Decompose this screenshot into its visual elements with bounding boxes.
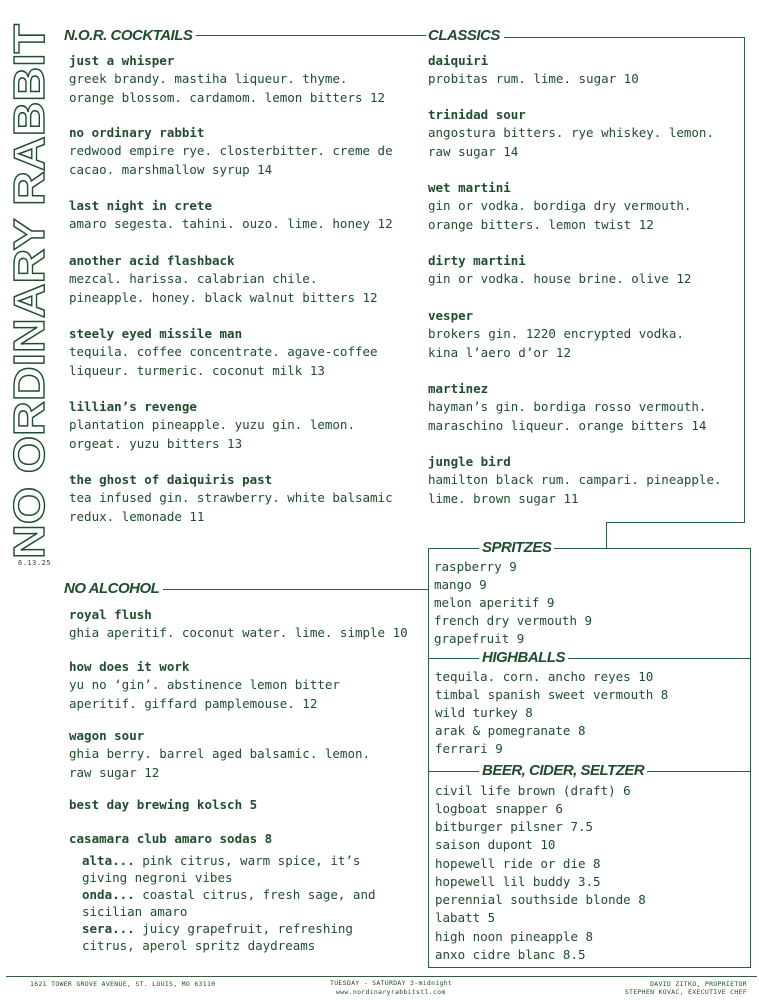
highball-item: timbal spanish sweet vermouth 8 — [435, 687, 669, 702]
spritz-item: french dry vermouth 9 — [434, 613, 593, 628]
spritz-item: melon aperitif 9 — [434, 595, 555, 610]
soda-item — [82, 886, 402, 920]
no-alcohol-name: royal flush — [69, 607, 152, 622]
beer-item: saison dupont 10 — [435, 837, 556, 852]
footer-address: 1621 TOWER GROVE AVENUE, ST. LOUIS, MO 63110 — [30, 980, 216, 988]
frame-classics-bottom — [606, 522, 745, 523]
brand-title-text: NO ORDINARY RABBIT — [8, 70, 54, 559]
no-alcohol-item — [69, 727, 384, 782]
cocktail-desc: plantation pineapple. yuzu gin. lemon. orgeat. yuzu bitters 13 — [69, 417, 355, 451]
cocktail-name: another acid flashback — [69, 253, 235, 268]
no-alcohol-desc: ghia berry. barrel aged balsamic. lemon. raw sugar 12 — [69, 746, 371, 780]
no-alcohol-desc: yu no ‘gin’. abstinence lemon bitter aperitif. giffard pamplemouse. 12 — [69, 677, 340, 711]
classic-name: dirty martini — [428, 253, 526, 268]
heading-no-alcohol: NO ALCOHOL — [64, 580, 163, 597]
classic-item — [428, 179, 718, 234]
classic-name: trinidad sour — [428, 107, 526, 122]
cocktail-desc: amaro segesta. tahini. ouzo. lime. honey 12 — [69, 216, 393, 232]
cocktail-item — [69, 124, 399, 179]
classic-name: daiquiri — [428, 53, 489, 68]
classic-item — [428, 52, 738, 89]
cocktail-name: steely eyed missile man — [69, 326, 243, 341]
beer-item: civil life brown (draft) 6 — [435, 783, 631, 798]
rule-cocktails — [176, 35, 426, 36]
soda-desc: juicy grapefruit, refreshing citrus, aperol spritz daydreams — [82, 921, 353, 954]
no-alcohol-desc: ghia aperitif. coconut water. lime. simple 10 — [69, 625, 408, 641]
classic-item — [428, 307, 718, 362]
classic-desc: brokers gin. 1220 encrypted vodka. kina l’aero d’or 12 — [428, 326, 684, 360]
cocktail-item — [69, 471, 409, 526]
no-alcohol-name: how does it work — [69, 659, 190, 674]
classic-name: jungle bird — [428, 454, 511, 469]
heading-classics: CLASSICS — [428, 27, 504, 44]
classic-desc: hayman’s gin. bordiga rosso vermouth. maraschino liqueur. orange bitters 14 — [428, 399, 707, 433]
spritz-item: grapefruit 9 — [434, 631, 525, 646]
cocktail-name: just a whisper — [69, 53, 175, 68]
cocktail-desc: tequila. coffee concentrate. agave-coffee liqueur. turmeric. coconut milk 13 — [69, 344, 378, 378]
footer-chef: STEPHEN KOVAC, EXECUTIVE CHEF — [624, 988, 747, 996]
cocktail-desc: greek brandy. mastiha liqueur. thyme. orange blossom. cardamom. lemon bitters 12 — [69, 71, 386, 105]
classic-name: martinez — [428, 381, 489, 396]
soda-desc: coastal citrus, fresh sage, and sicilian amaro — [82, 887, 376, 920]
footer-hours: TUESDAY - SATURDAY 3-midnight — [330, 979, 453, 987]
cocktail-desc: mezcal. harissa. calabrian chile. pineapple. honey. black walnut bitters 12 — [69, 271, 378, 305]
cocktail-name: last night in crete — [69, 198, 212, 213]
heading-beer: BEER, CIDER, SELTZER — [479, 762, 647, 779]
heading-highballs: HIGHBALLS — [479, 649, 568, 666]
footer-proprietor: DAVID ZITKO, PROPRIETOR — [650, 980, 747, 988]
soda-item — [82, 852, 402, 886]
classic-item — [428, 106, 738, 161]
heading-spritzes: SPRITZES — [479, 539, 554, 556]
highball-item: wild turkey 8 — [435, 705, 533, 720]
cocktail-name: the ghost of daiquiris past — [69, 472, 273, 487]
footer-rule — [6, 976, 757, 977]
menu-date: 6.13.25 — [18, 559, 52, 567]
classic-desc: angostura bitters. rye whiskey. lemon. raw sugar 14 — [428, 125, 714, 159]
spritz-item: raspberry 9 — [434, 559, 517, 574]
classic-item — [428, 380, 728, 435]
beer-item: hopewell lil buddy 3.5 — [435, 874, 601, 889]
no-alcohol-item — [69, 830, 399, 848]
cocktail-item — [69, 325, 399, 380]
beer-item: high noon pineapple 8 — [435, 929, 594, 944]
no-alcohol-name: wagon sour — [69, 728, 145, 743]
soda-name: alta... — [82, 853, 135, 868]
beer-item: logboat snapper 6 — [435, 801, 563, 816]
beer-item: perennial southside blonde 8 — [435, 892, 646, 907]
cocktail-item — [69, 197, 414, 234]
cocktail-desc: tea infused gin. strawberry. white balsamic redux. lemonade 11 — [69, 490, 393, 524]
classic-name: wet martini — [428, 180, 511, 195]
divider-highballs — [428, 658, 751, 659]
cocktail-name: no ordinary rabbit — [69, 125, 205, 140]
beer-item: anxo cidre blanc 8.5 — [435, 947, 586, 962]
cocktail-item — [69, 52, 399, 107]
no-alcohol-name: best day brewing kolsch 5 — [69, 797, 258, 812]
cocktail-desc: redwood empire rye. closterbitter. creme de cacao. marshmallow syrup 14 — [69, 143, 393, 177]
classic-desc: probitas rum. lime. sugar 10 — [428, 71, 639, 87]
highball-item: tequila. corn. ancho reyes 10 — [435, 669, 654, 684]
no-alcohol-item — [69, 796, 399, 814]
classic-item — [428, 252, 738, 289]
beer-item: hopewell ride or die 8 — [435, 856, 601, 871]
cocktail-name: lillian’s revenge — [69, 399, 197, 414]
soda-name: sera... — [82, 921, 135, 936]
no-alcohol-name: casamara club amaro sodas 8 — [69, 831, 273, 846]
highball-item: arak & pomegranate 8 — [435, 723, 586, 738]
highball-item: ferrari 9 — [435, 741, 503, 756]
heading-cocktails: N.O.R. COCKTAILS — [64, 27, 196, 44]
classic-desc: gin or vodka. house brine. olive 12 — [428, 271, 692, 287]
cocktail-item — [69, 252, 399, 307]
frame-classics-drop — [606, 522, 607, 548]
no-alcohol-item — [69, 606, 424, 643]
beer-item: labatt 5 — [435, 910, 496, 925]
rule-no-alcohol — [134, 589, 429, 590]
frame-classics-right — [744, 37, 745, 523]
classic-name: vesper — [428, 308, 474, 323]
no-alcohol-item — [69, 658, 369, 713]
classic-desc: gin or vodka. bordiga dry vermouth. orange bitters. lemon twist 12 — [428, 198, 692, 232]
soda-desc: pink citrus, warm spice, it’s giving negroni vibes — [82, 853, 361, 886]
rule-classics — [482, 37, 745, 38]
spritz-item: mango 9 — [434, 577, 487, 592]
classic-item — [428, 453, 738, 508]
soda-name: onda... — [82, 887, 135, 902]
cocktail-item — [69, 398, 379, 453]
brand-logo — [8, 14, 54, 560]
footer-website: www.nordinaryrabbitstl.com — [336, 988, 446, 996]
soda-item — [82, 920, 402, 954]
classic-desc: hamilton black rum. campari. pineapple. lime. brown sugar 11 — [428, 472, 722, 506]
beer-item: bitburger pilsner 7.5 — [435, 819, 594, 834]
